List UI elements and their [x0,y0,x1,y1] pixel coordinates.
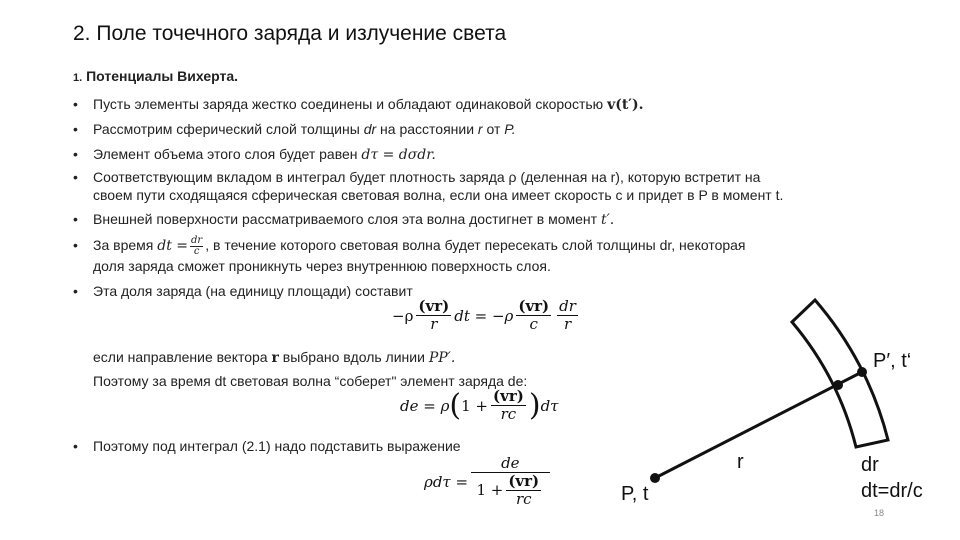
label-dt-dr-c: dt=dr/c [861,480,923,502]
label-dr: dr [861,454,879,476]
bullet-dot: • [73,438,78,454]
fraction-numerator: (vr) [418,297,450,315]
bullet-text: на расстоянии [376,121,478,137]
fraction-denominator: c [193,246,200,257]
math-dr: dr [363,121,377,137]
radius-line [655,372,862,478]
fraction-numerator: dr [191,235,203,246]
eq-term: dt = −ρ [454,306,514,325]
eq-term: 1 + [476,481,504,499]
text-collects-charge: Поэтому за время dt световая волна “соберет" элемент заряда de: [93,373,528,389]
eq-term: dτ [540,396,559,415]
bullet-text-line2: доля заряда сможет проникнуть через внутреннюю поверхность слоя. [93,258,551,274]
eq-term: −ρ [392,306,414,325]
bullet-dot: • [73,169,78,185]
fraction-denominator: r [563,315,572,333]
bullet-text: Поэтому под интеграл (2.1) надо подставить выражение [93,438,461,454]
bullet-text: Элемент объема этого слоя будет равен [93,146,362,162]
paren-right: ) [528,387,541,423]
fraction-numerator: dr [559,297,576,315]
fraction-numerator: de [471,455,549,473]
eq-term: 1 + [461,396,489,415]
bullet-text: Внешней поверхности рассматриваемого слоя эта волна достигнет в момент [93,211,601,227]
fraction-numerator: (vr) [493,387,524,405]
text-part: выбрано вдоль линии [278,349,429,365]
bullet-dot: • [73,96,78,112]
eq-term: ρdτ = [424,472,469,491]
bullet-text: Пусть элементы заряда жестко соединены и обладают одинаковой скоростью [93,96,608,112]
bullet-dot: • [73,283,78,299]
bullet-text: Эта доля заряда (на единицу площади) составит [93,283,413,299]
point-inner [833,380,843,390]
math-r-vector: r [271,350,279,366]
math-p: P. [504,121,516,137]
bullet-dot: • [73,211,78,227]
fraction-numerator: (vr) [508,472,540,490]
math-tprime: t′. [600,212,615,228]
subtitle-text: Потенциалы Вихерта. [86,68,239,84]
fraction-denominator: rc [500,405,517,423]
bullet-dot: • [73,146,78,162]
bullet-text: , в течение которого световая волна будет пересекать слой толщины dr, некоторая [205,237,746,254]
bullet-text: Рассмотрим сферический слой толщины [93,121,364,137]
eq-term: de = ρ [400,396,450,415]
velocity-symbol: v(t′). [607,97,644,113]
point-p [650,473,660,483]
bullet-dot: • [73,237,78,253]
fraction-denominator: rc [515,490,532,508]
point-p-prime [857,367,867,377]
label-r: r [737,451,744,473]
bullet-text: от [482,121,505,137]
bullet-text-line1: Соответствующим вкладом в интеграл будет плотность заряда ρ (деленная на r), которую встретит на [93,169,761,185]
bullet-text: За время [93,237,158,254]
bullet-text-line2: своем пути сходящаяся сферическая световая волна, если она имеет скорость c и придет в P в момент t. [93,187,784,203]
fraction-denominator: c [529,315,538,333]
math-r: r [477,121,483,137]
fraction-numerator: (vr) [518,297,550,315]
subtitle-number: 1. [73,72,83,84]
bullet-dot: • [73,121,78,137]
spherical-layer-arc [792,300,888,447]
label-p-prime-t-prime: P′, t‘ [873,350,912,372]
text-part: если направление вектора [93,349,272,365]
slide-title: 2. Поле точечного заряда и излучение света [73,22,507,45]
paren-left: ( [449,387,462,423]
math-dtau: dτ = dσdr. [361,147,436,163]
page-number: 18 [874,508,885,518]
math-pp: PP′. [428,350,456,366]
fraction-denominator: r [430,315,438,333]
label-p-t: P, t [621,483,649,505]
math-dt: dt = [157,238,189,255]
